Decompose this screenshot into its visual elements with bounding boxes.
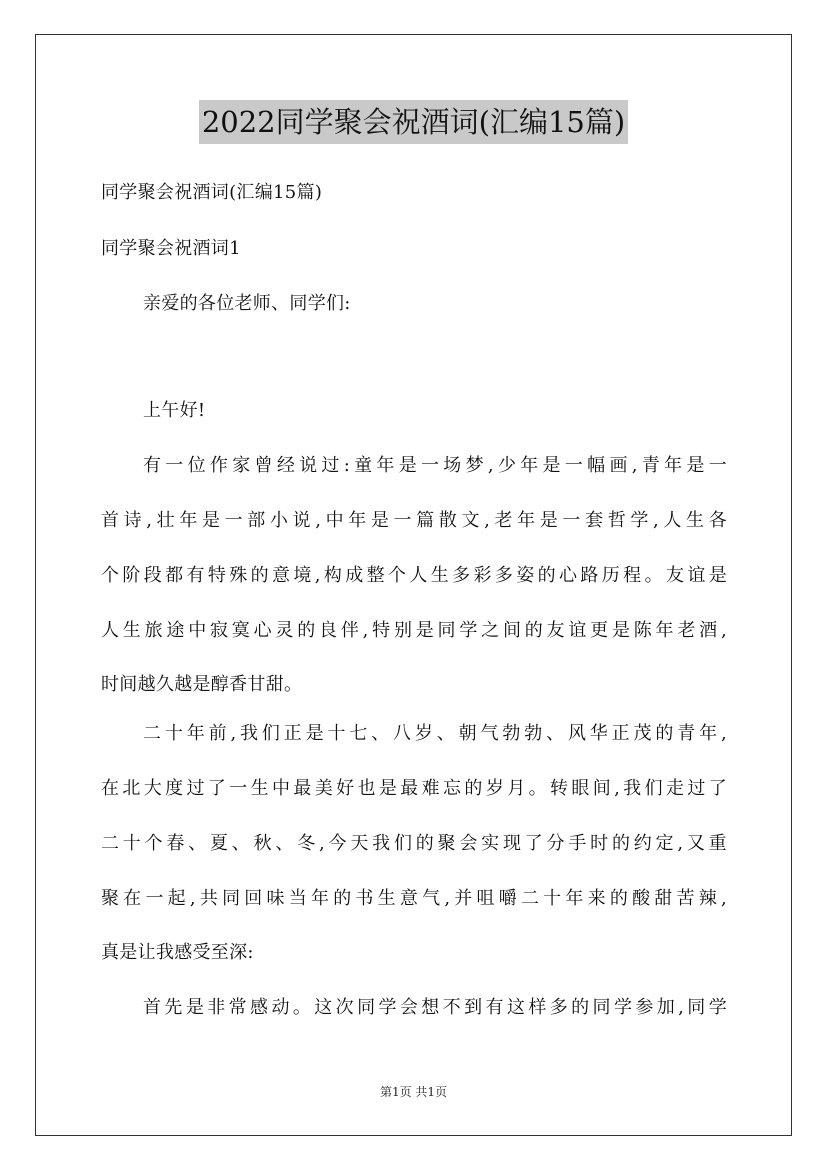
section-heading: 同学聚会祝酒词1: [101, 238, 241, 259]
paragraph1-line1: 有一位作家曾经说过:童年是一场梦,少年是一幅画,青年是一: [143, 455, 727, 476]
paragraph3-line1: 首先是非常感动。这次同学会想不到有这样多的同学参加,同学: [143, 997, 727, 1018]
title-container: [0, 100, 827, 144]
document-title: 2022同学聚会祝酒词(汇编15篇): [199, 100, 628, 144]
paragraph2-line3: 二十个春、夏、秋、冬,今天我们的聚会实现了分手时的约定,又重: [101, 833, 727, 854]
paragraph2-line4: 聚在一起,共同回味当年的书生意气,并咀嚼二十年来的酸甜苦辣,: [101, 888, 727, 909]
paragraph2-line2: 在北大度过了一生中最美好也是最难忘的岁月。转眼间,我们走过了: [101, 778, 727, 799]
document-subtitle: 同学聚会祝酒词(汇编15篇): [101, 182, 323, 203]
paragraph1-line4: 人生旅途中寂寞心灵的良伴,特别是同学之间的友谊更是陈年老酒,: [101, 620, 727, 641]
paragraph1-line3: 个阶段都有特殊的意境,构成整个人生多彩多姿的心路历程。友谊是: [101, 565, 727, 586]
page-footer: 第1页 共1页: [379, 1085, 448, 1099]
greeting-line: 亲爱的各位老师、同学们:: [143, 293, 351, 314]
paragraph1-line2: 首诗,壮年是一部小说,中年是一篇散文,老年是一套哲学,人生各: [101, 510, 727, 531]
paragraph1-line5: 时间越久越是醇香甘甜。: [101, 674, 303, 695]
paragraph2-line1: 二十年前,我们正是十七、八岁、朝气勃勃、风华正茂的青年,: [143, 723, 727, 744]
hello-line: 上午好!: [143, 400, 206, 421]
paragraph2-line5: 真是让我感受至深:: [101, 942, 254, 963]
